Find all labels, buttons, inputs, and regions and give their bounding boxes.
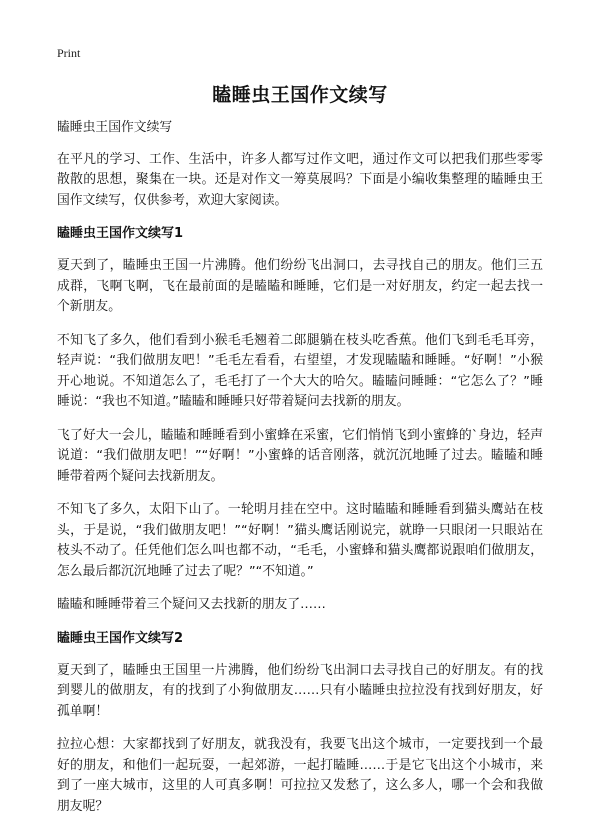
- page-title: 瞌睡虫王国作文续写: [212, 84, 388, 106]
- article-body: [57, 118, 543, 830]
- paragraph: 瞌瞌和睡睡带着三个疑问又去找新的朋友了……: [57, 597, 326, 612]
- paragraph: 夏天到了，瞌睡虫王国里一片沸腾，他们纷纷飞出洞口去寻找自己的好朋友。有的找到婴儿的做朋友，有的找到了小狗做朋友……只有小瞌睡虫拉拉没有找到好朋友，好孤单啊！: [57, 662, 543, 719]
- paragraph: 拉拉心想：大家都找到了好朋友，就我没有，我要飞出这个城市，一定要找到一个最好的朋友，和他们一起玩耍，一起郊游，一起打瞌睡……于是它飞出这个小城市，来到了一座大城市，这里的人可真多啊！可拉拉又发愁了，这么多人，哪一个会和我做朋友呢？: [57, 737, 543, 814]
- print-link[interactable]: Print: [57, 46, 81, 60]
- paragraph: 飞了好大一会儿，瞌瞌和睡睡看到小蜜蜂在采蜜，它们悄悄飞到小蜜蜂的`身边，轻声说道：“我们做朋友吧！”“好啊！”小蜜蜂的话音刚落，就沉沉地睡了过去。瞌瞌和睡睡带着两个疑问去找新朋友。: [57, 427, 543, 484]
- section-heading-1: 瞌睡虫王国作文续写1: [57, 226, 184, 241]
- section-heading-2: 瞌睡虫王国作文续写2: [57, 630, 184, 646]
- paragraph: 不知飞了多久，太阳下山了。一轮明月挂在空中。这时瞌瞌和睡睡看到猫头鹰站在枝头，于是说，“我们做朋友吧！”“好啊！”猫头鹰话刚说完，就睁一只眼闭一只眼站在枝头不动了。任凭他们怎么叫也都不动，“毛毛，小蜜蜂和猫头鹰都说跟咱们做朋友，怎么最后都沉沉地睡了过去了呢？”“不知道。”: [57, 502, 543, 579]
- paragraph: 不知飞了多久，他们看到小猴毛毛翘着二郎腿躺在枝头吃香蕉。他们飞到毛毛耳旁，轻声说：“我们做朋友吧！”毛毛左看看，右望望，才发现瞌瞌和睡睡。“好啊！”小猴开心地说。不知道怎么了，毛毛打了一个大大的哈欠。瞌瞌问睡睡：“它怎么了？”睡睡说：“我也不知道。”瞌瞌和睡睡只好带着疑问去找新的朋友。: [57, 332, 543, 409]
- article-subtitle: 瞌睡虫王国作文续写: [57, 120, 173, 135]
- intro-paragraph: 在平凡的学习、工作、生活中，许多人都写过作文吧，通过作文可以把我们那些零零散散的思想，聚集在一块。还是对作文一筹莫展吗？下面是小编收集整理的瞌睡虫王国作文续写，仅供参考，欢迎大家阅读。: [57, 151, 543, 208]
- paragraph: 夏天到了，瞌睡虫王国一片沸腾。他们纷纷飞出洞口，去寻找自己的朋友。他们三五成群，飞啊飞啊，飞在最前面的是瞌瞌和睡睡，它们是一对好朋友，约定一起去找一个新朋友。: [57, 258, 543, 314]
